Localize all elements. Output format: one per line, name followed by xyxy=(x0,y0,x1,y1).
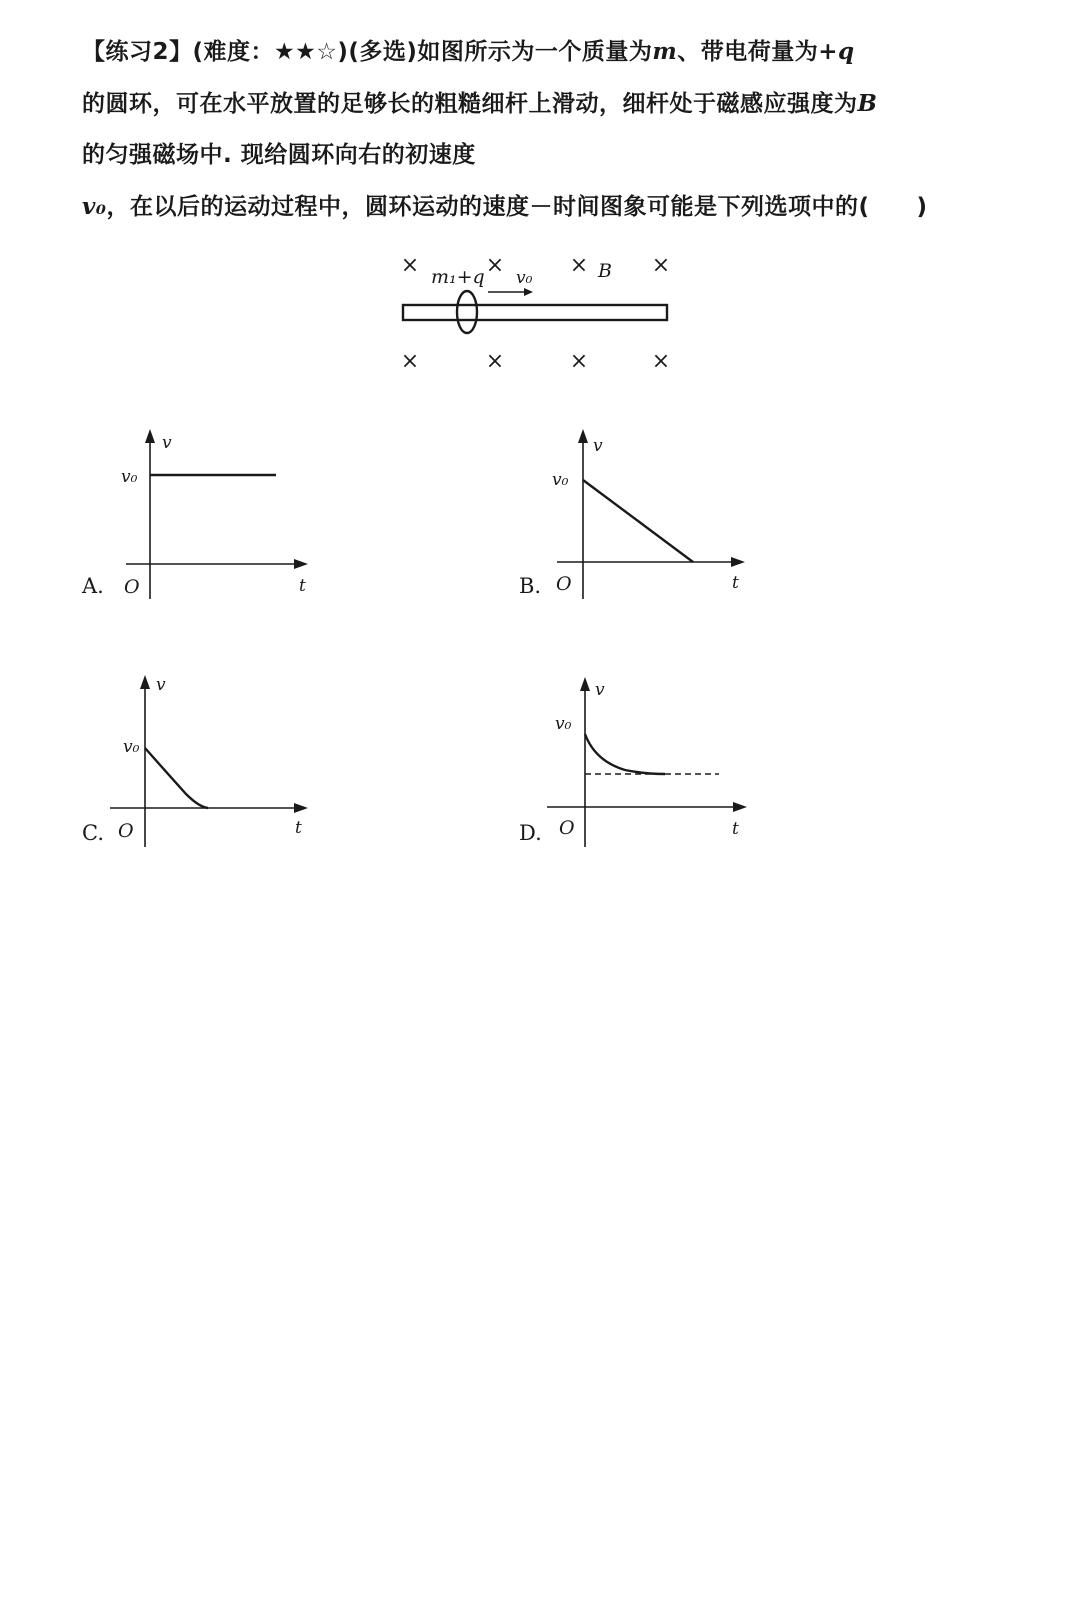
field-mark: × xyxy=(400,253,420,278)
velocity-curve xyxy=(585,734,665,774)
question-text xyxy=(82,26,1002,233)
option-c-graph xyxy=(78,670,338,855)
velocity-curve xyxy=(145,748,208,808)
question-part-5: ，在以后的运动过程中，圆环运动的速度－时间图象可能是下列选项中的( ) xyxy=(106,194,928,220)
question-part-1: 如图所示为一个质量为 xyxy=(417,39,653,65)
v-axis-arrow xyxy=(580,677,590,691)
t-axis-arrow xyxy=(733,802,747,812)
question-part-4: 的匀强磁场中. 现给圆环向右的初速度 xyxy=(82,142,476,168)
v0-label: v₀ xyxy=(555,714,572,734)
v-axis-label: v xyxy=(595,680,605,700)
field-mark: × xyxy=(569,253,589,278)
option-letter: B. xyxy=(519,574,542,598)
question-part-3: 的圆环，可在水平放置的足够长的粗糙细杆上滑动，细杆处于磁感应强度为 xyxy=(82,91,858,117)
option-b-graph xyxy=(515,422,775,607)
origin-label: O xyxy=(118,820,134,842)
setup-figure xyxy=(390,248,690,378)
field-mark: × xyxy=(651,349,671,374)
option-d-graph xyxy=(515,670,775,855)
v0-label: v₀ xyxy=(123,737,140,757)
field-mark: × xyxy=(569,349,589,374)
v-axis-label: v xyxy=(593,436,603,456)
field-mark: × xyxy=(485,349,505,374)
t-axis-arrow xyxy=(294,803,308,813)
v-axis-label: v xyxy=(162,433,172,453)
field-mark: × xyxy=(651,253,671,278)
ring-label: m₁+q xyxy=(431,266,485,288)
v-axis-arrow xyxy=(578,429,588,443)
field-mark: × xyxy=(400,349,420,374)
difficulty-meta: (难度：★★☆)(多选) xyxy=(192,39,418,65)
origin-label: O xyxy=(559,817,575,839)
v-axis-arrow xyxy=(145,429,155,443)
velocity-symbol: v₀ xyxy=(82,193,107,220)
t-axis-label: t xyxy=(732,819,739,839)
v-axis-arrow xyxy=(140,675,150,689)
t-axis-label: t xyxy=(295,818,302,838)
t-axis-arrow xyxy=(731,557,745,567)
field-mark: × xyxy=(485,253,505,278)
field-label: B xyxy=(598,260,612,282)
velocity-label: v₀ xyxy=(516,268,533,288)
mass-symbol: m xyxy=(652,38,678,65)
t-axis-arrow xyxy=(294,559,308,569)
option-letter: A. xyxy=(82,574,104,598)
velocity-arrow xyxy=(488,288,533,296)
question-part-2: 、带电荷量为 xyxy=(677,39,819,65)
exercise-label: 【练习2】 xyxy=(82,39,193,65)
velocity-curve xyxy=(583,480,693,562)
v0-label: v₀ xyxy=(121,467,138,487)
rod xyxy=(403,305,667,320)
option-a-graph xyxy=(78,422,338,607)
t-axis-label: t xyxy=(732,573,739,593)
v-axis-label: v xyxy=(156,675,166,695)
v0-label: v₀ xyxy=(552,470,569,490)
option-letter: D. xyxy=(519,821,542,845)
origin-label: O xyxy=(556,573,572,595)
charge-symbol: +q xyxy=(818,38,855,65)
t-axis-label: t xyxy=(299,576,306,596)
option-letter: C. xyxy=(82,821,104,845)
origin-label: O xyxy=(124,576,140,598)
field-symbol: B xyxy=(857,90,878,117)
